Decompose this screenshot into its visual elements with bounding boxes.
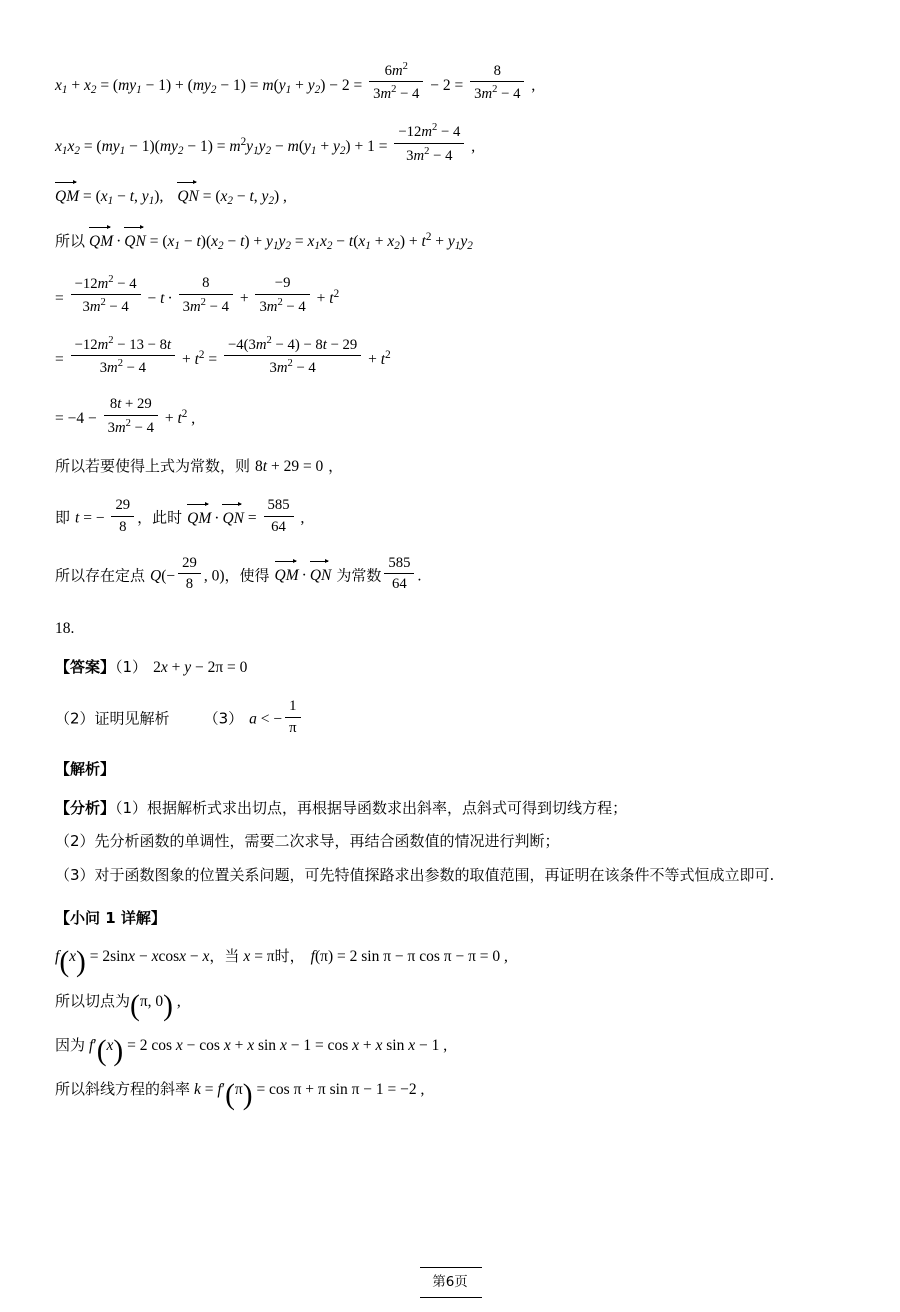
- equation-line-4: 所以 QM · QN = $(x_1 - t)(x_2 - t) + y_1y_2 = x_1x_2 - t(x_1 + x_2) + t^2 + y_1y_2$: [55, 228, 855, 255]
- fenxi-heading: 【分析】: [55, 799, 116, 818]
- item-number: 18.: [55, 619, 75, 637]
- answer-label: 【答案】: [55, 657, 116, 676]
- detail-line-2: 所以切点为(π, 0) ,: [55, 990, 181, 1023]
- answer-part3-number: （3）: [203, 709, 244, 728]
- fenxi-item-1: （1）根据解析式求出切点，再根据导函数求出斜率，点斜式可得到切线方程；: [115, 799, 628, 818]
- xiaowen-heading-row: [55, 904, 855, 933]
- answer-line: 【答案】（1） 2x + y − 2π = 0: [55, 657, 248, 676]
- equation-line-3: QM = ($x_1 - t$, $y_1$), QN = ($x_2 - t$, $y_2$) ,: [55, 183, 855, 210]
- fenxi-item-3: （3）对于函数图象的位置关系问题，可先特值探路求出参数的取值范围，再证明在该条件不等式恒成立即可.: [55, 865, 775, 884]
- footer-rule-top: [420, 1267, 482, 1268]
- fenxi-block: [55, 794, 855, 823]
- xiaowen-heading: 【小问 1 详解】: [55, 908, 166, 927]
- equation-line-8: 所以若要使得上式为常数，则 8t + 29 = 0 ，: [55, 457, 344, 476]
- answer-part1-number: （1）: [115, 657, 148, 676]
- equation-line-6: = $\frac{-12m^2 - 13 - 8t}{3m^2 - 4}$ + $t^2$ = $\frac{-4(3m^2 - 4) - 8t - 29}{3m^2 - 4}$ + $t^2$: [55, 335, 391, 377]
- detail-line-3: 因为 f′(x) = 2 cos x − cos x + x sin x − 1 = cos x + x sin x − 1 ,: [55, 1034, 448, 1067]
- answer-line-2: （2）证明见解析 （3） a < − $\frac{1}{\pi}$: [55, 697, 855, 737]
- fenxi-item-2: （2）先分析函数的单调性，需要二次求导，再结合函数值的情况进行判断；: [55, 832, 560, 851]
- answer-part2-text: 证明见解析: [94, 709, 170, 728]
- equation-line-2: $x_1x_2 = (my_1 - 1)(my_2 - 1) = m^2y_1y_2 - m(y_1 + y_2) + 1$ = $\frac{-12m^2 - 4}{3m^2 - 4}$ ,: [55, 122, 476, 164]
- analysis-heading: 【解析】: [55, 759, 116, 778]
- fenxi-item-2-row: [55, 827, 855, 856]
- equation-line-5: = $\frac{-12m^2 - 4}{3m^2 - 4}$ − t · $\frac{8}{3m^2 - 4}$ + $\frac{-9}{3m^2 - 4}$ + $t^2$: [55, 273, 340, 315]
- fenxi-item-3-row: [55, 861, 855, 890]
- footer-rule-bottom: [420, 1297, 482, 1298]
- answer-part2-number: （2）: [55, 709, 95, 728]
- page-content: [55, 60, 855, 1123]
- detail-line-4: 所以斜线方程的斜率 k = f′(π) = cos π + π sin π − 1 = −2 ,: [55, 1078, 425, 1111]
- detail-line-1: f(x) = 2sinx − xcosx − x，当 x = π时， f(π) = 2 sin π − π cos π − π = 0 ,: [55, 945, 508, 978]
- equation-line-7: = −4 − $\frac{8t + 29}{3m^2 - 4}$ + $t^2$ ,: [55, 396, 196, 436]
- equation-line-9: 即 t = − $\frac{29}{8}$ ，此时 QM · QN = $\frac{585}{64}$ ,: [55, 497, 305, 535]
- page-footer: 第6页: [432, 1274, 468, 1290]
- equation-line-10: 所以存在定点 Q(− $\frac{29}{8}$ , 0)，使得 QM · QN 为常数 $\frac{585}{64}$ .: [55, 555, 422, 593]
- equation-line-1: $x_1 + x_2 = (my_1 - 1) + (my_2 - 1) = m(y_1 + y_2) - 2$ = $\frac{6m^2}{3m^2 - 4}$ − 2 = $\frac{8}{3m^2 - 4}$ ,: [55, 61, 536, 103]
